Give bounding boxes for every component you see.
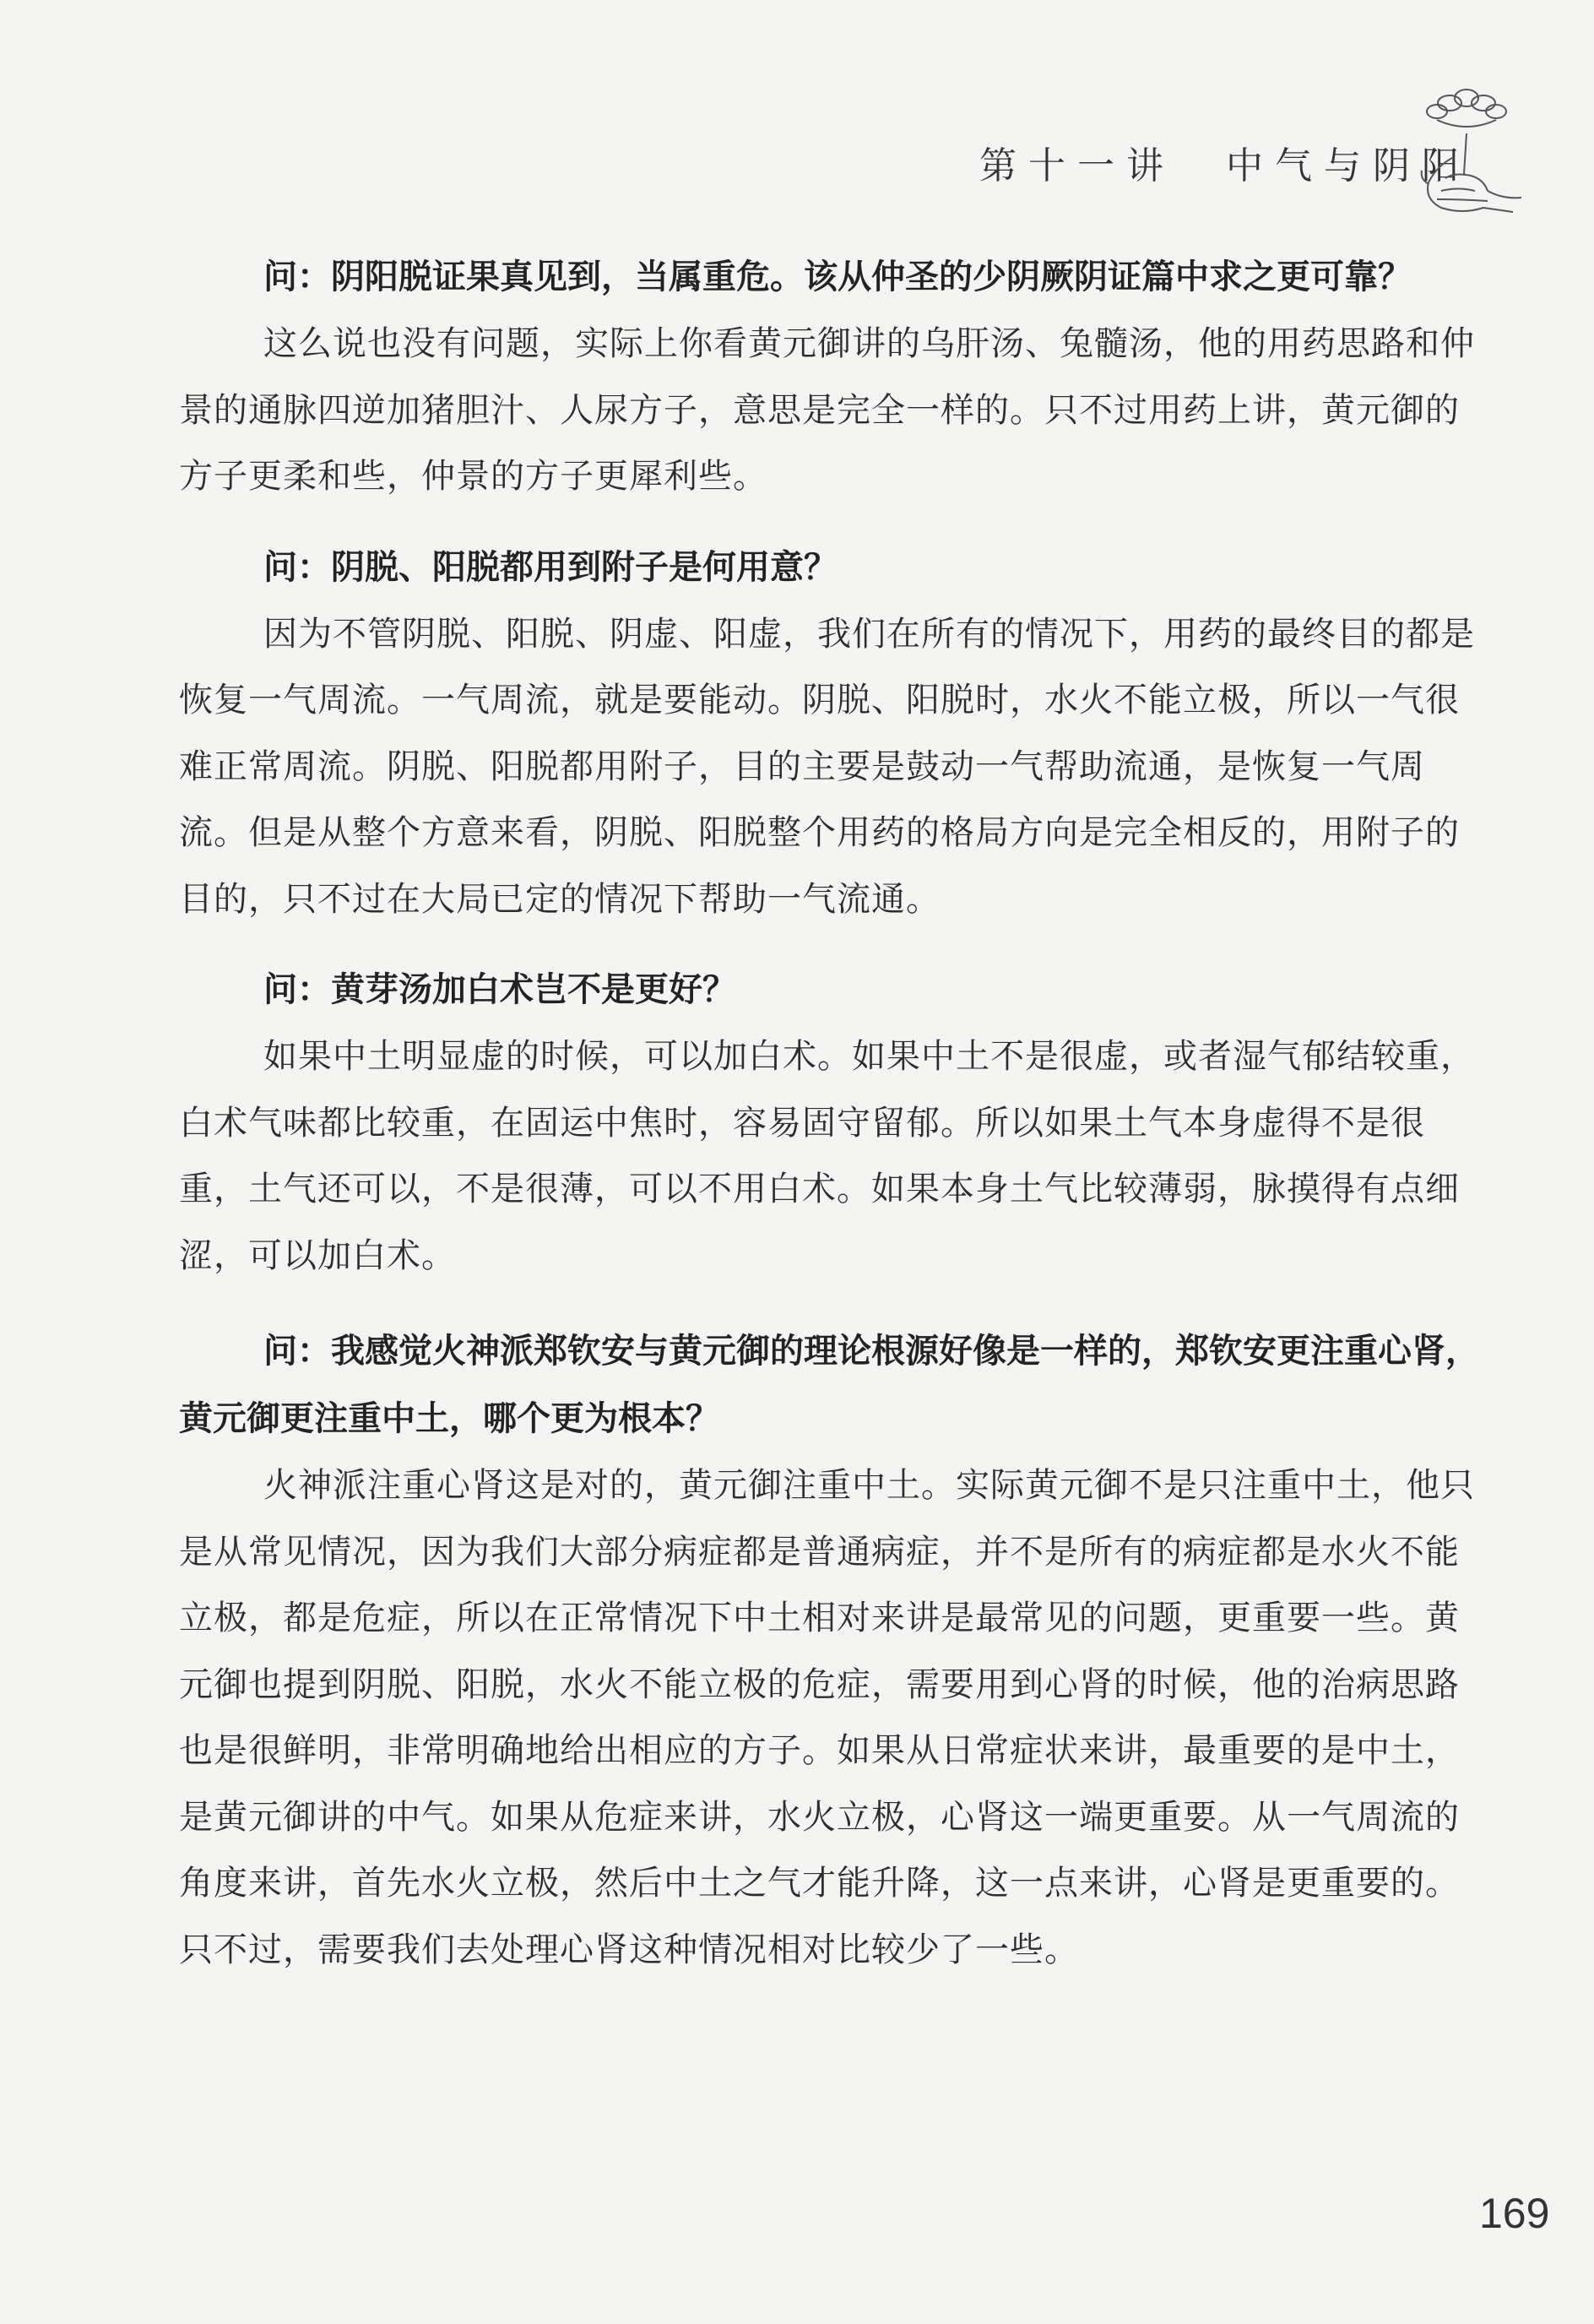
answer-2: 因为不管阴脱、阳脱、阴虚、阳虚，我们在所有的情况下，用药的最终目的都是恢复一气周流。一气周流，就是要能动。阴脱、阳脱时，水火不能立极，所以一气很难正常周流。阴脱、阳脱都用附子，目的主要是鼓动一气帮助流通，是恢复一气周流。但是从整个方意来看，阴脱、阳脱整个用药的格局方向是完全相反的，用附子的目的，只不过在大局已定的情况下帮助一气流通。 [179, 614, 1475, 919]
page-body [179, 243, 1493, 1983]
question-1: 问：阴阳脱证果真见到，当属重危。该从仲圣的少阴厥阴证篇中求之更可靠？ [263, 258, 1412, 296]
lotus-hand-icon [1403, 73, 1530, 225]
running-header [979, 135, 1471, 187]
question-2: 问：阴脱、阳脱都用到附子是何用意？ [263, 547, 838, 587]
answer-4: 火神派注重心肾这是对的，黄元御注重中土。实际黄元御不是只注重中土，他只是从常见情况，因为我们大部分病症都是普通病症，并不是所有的病症都是水火不能立极，都是危症，所以在正常情况下中土相对来讲是最常见的问题，更重要一些。黄元御也提到阴脱、阳脱，水火不能立极的危症，需要用到心肾的时候，他的治病思路也是很鲜明，非常明确地给出相应的方子。如果从日常症状来讲，最重要的是中土，是黄元御讲的中气。如果从危症来讲，水火立极，心肾这一端更重要。从一气周流的角度来讲，首先水火立极，然后中土之气才能升降，这一点来讲，心肾是更重要的。只不过，需要我们去处理心肾这种情况相对比较少了一些。 [179, 1466, 1475, 1969]
question-4: 问：我感觉火神派郑钦安与黄元御的理论根源好像是一样的，郑钦安更注重心肾，黄元御更注重中土，哪个更为根本？ [179, 1332, 1479, 1438]
chapter-label: 第十一讲 [979, 144, 1175, 187]
answer-1: 这么说也没有问题，实际上你看黄元御讲的乌肝汤、兔髓汤，他的用药思路和仲景的通脉四逆加猪胆汁、人尿方子，意思是完全一样的。只不过用药上讲，黄元御的方子更柔和些，仲景的方子更犀利些。 [179, 324, 1475, 496]
chapter-title: 中气与阴阳 [1226, 144, 1471, 187]
page-number: 169 [1479, 2190, 1550, 2237]
answer-3: 如果中土明显虚的时候，可以加白术。如果中土不是很虚，或者湿气郁结较重，白术气味都比较重，在固运中焦时，容易固守留郁。所以如果土气本身虚得不是很重，土气还可以，不是很薄，可以不用白术。如果本身土气比较薄弱，脉摸得有点细涩，可以加白术。 [179, 1037, 1475, 1275]
question-3: 问：黄芽汤加白术岂不是更好？ [263, 970, 736, 1009]
